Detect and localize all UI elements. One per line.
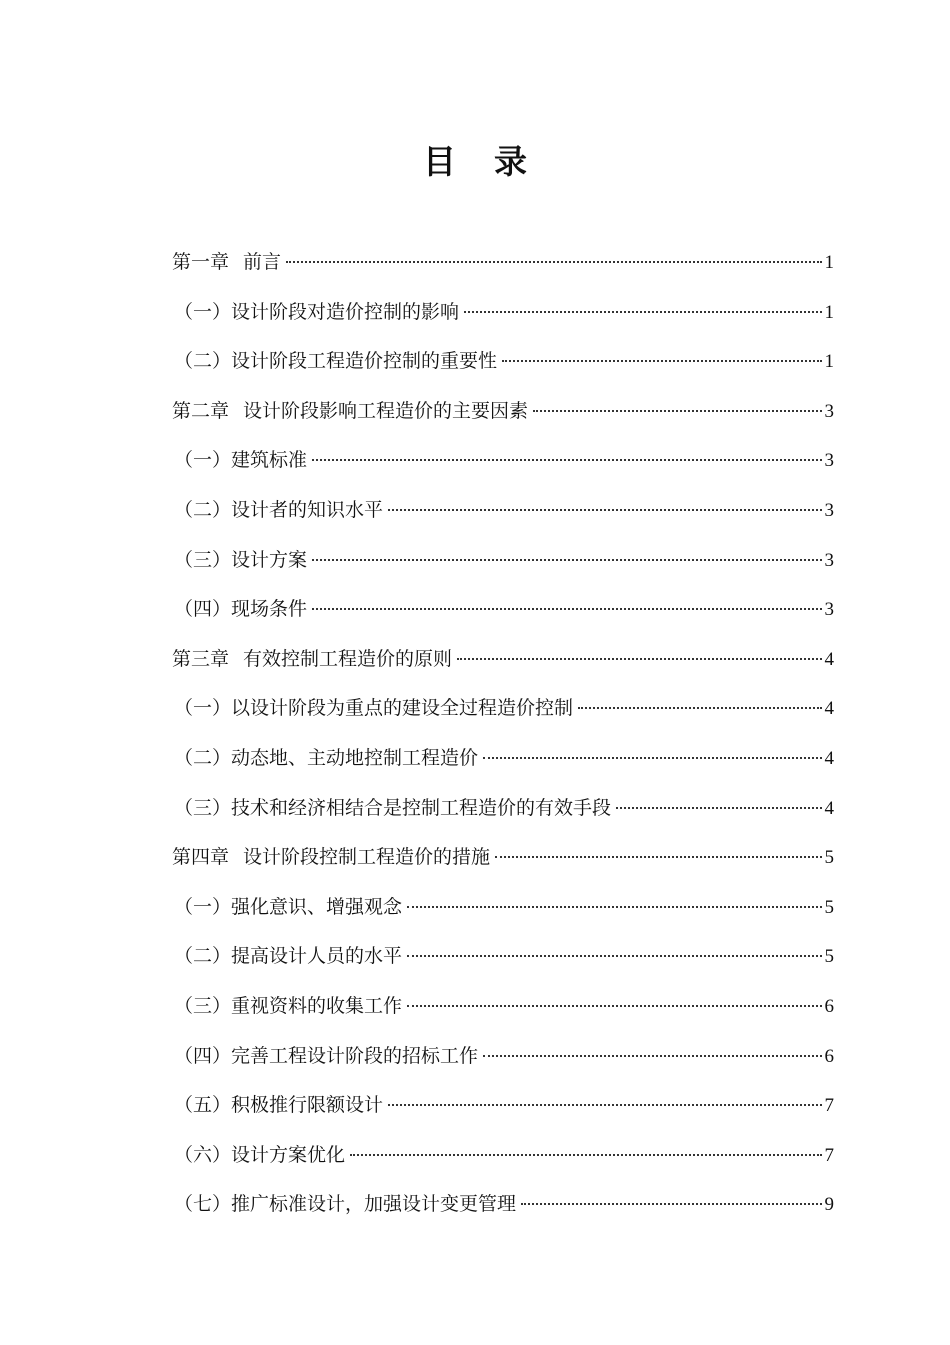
toc-title-char-2: 录 [494,142,527,181]
toc-entry-label: （一） [174,895,232,918]
toc-entry-section[interactable] [172,1180,834,1230]
toc-entry-text [174,337,497,387]
toc-entry-text [174,1032,478,1082]
toc-title [0,138,950,186]
toc-entry-text [174,1180,516,1230]
toc-entry-text [174,932,402,982]
toc-page-number: 6 [824,995,834,1017]
toc-entry-label: （一） [174,300,232,323]
toc-entry-label: 第二章 [172,399,230,422]
toc-dot-leader [495,856,821,858]
toc-entry-label: （二） [174,945,232,968]
table-of-contents [172,238,834,1230]
toc-entry-section[interactable] [172,684,834,734]
toc-entry-title: 设计阶段工程造价控制的重要性 [231,350,498,373]
toc-entry-section[interactable] [172,486,834,536]
toc-title-char-1: 目 [423,142,456,181]
toc-page-number: 5 [824,896,834,918]
toc-entry-label: （一） [174,449,232,472]
toc-entry-text [174,982,402,1032]
toc-entry-chapter[interactable] [172,387,834,437]
toc-page-number: 4 [824,698,834,720]
toc-entry-text [174,1131,345,1181]
toc-entry-section[interactable] [172,883,834,933]
toc-entry-section[interactable] [172,932,834,982]
toc-entry-section[interactable] [172,1131,834,1181]
toc-entry-text [174,585,307,635]
toc-entry-text [174,784,611,834]
toc-entry-title: 以设计阶段为重点的建设全过程造价控制 [231,697,574,720]
toc-entry-section[interactable] [172,1032,834,1082]
toc-entry-chapter[interactable] [172,635,834,685]
toc-dot-leader [483,757,821,759]
toc-dot-leader [502,360,821,362]
toc-entry-label: （四） [174,598,232,621]
toc-entry-text [174,684,573,734]
toc-entry-title: 积极推行限额设计 [231,1094,384,1117]
toc-entry-chapter[interactable] [172,238,834,288]
toc-page-number: 5 [824,847,834,869]
toc-page-number: 1 [824,252,834,273]
toc-entry-label: （六） [174,1143,232,1166]
toc-entry-label: （七） [174,1193,232,1216]
toc-entry-section[interactable] [172,1081,834,1131]
toc-page-number: 1 [824,351,834,373]
toc-dot-leader [483,1055,821,1057]
toc-entry-text [174,486,383,536]
toc-page-number: 3 [824,549,834,571]
toc-entry-title: 动态地、主动地控制工程造价 [231,746,479,769]
toc-page-number: 4 [824,648,834,670]
toc-entry-section[interactable] [172,784,834,834]
toc-entry-label: （四） [174,1044,232,1067]
toc-entry-label: （五） [174,1094,232,1117]
toc-entry-text [174,1081,383,1131]
toc-page-number: 9 [824,1194,834,1216]
toc-entry-chapter[interactable] [172,833,834,883]
toc-dot-leader [533,410,821,412]
toc-entry-text [174,734,478,784]
toc-dot-leader [388,1104,821,1106]
toc-entry-section[interactable] [172,288,834,338]
toc-entry-text [174,536,307,586]
toc-entry-text [172,635,452,685]
toc-entry-label: （三） [174,548,232,571]
toc-dot-leader [407,955,821,957]
toc-entry-label: 第三章 [172,647,230,670]
toc-entry-section[interactable] [172,337,834,387]
toc-entry-title: 重视资料的收集工作 [231,994,403,1017]
toc-dot-leader [464,311,821,313]
toc-dot-leader [407,906,821,908]
toc-entry-section[interactable] [172,436,834,486]
toc-page-number: 1 [824,301,834,323]
toc-entry-title: 设计者的知识水平 [231,498,384,521]
toc-entry-section[interactable] [172,982,834,1032]
toc-entry-label: （二） [174,350,232,373]
toc-entry-title: 设计方案优化 [231,1143,346,1166]
toc-dot-leader [350,1154,821,1156]
toc-page-number: 3 [824,499,834,521]
toc-entry-label: 第一章 [172,251,230,273]
toc-page-number: 7 [824,1144,834,1166]
toc-dot-leader [578,707,821,709]
toc-entry-title: 设计阶段控制工程造价的措施 [243,846,491,869]
toc-entry-title: 有效控制工程造价的原则 [243,647,453,670]
toc-entry-text [174,436,307,486]
toc-dot-leader [286,261,821,263]
toc-dot-leader [457,658,821,660]
toc-entry-section[interactable] [172,585,834,635]
toc-dot-leader [521,1203,821,1205]
toc-entry-section[interactable] [172,536,834,586]
toc-entry-title: 现场条件 [231,598,308,621]
toc-page-number: 7 [824,1095,834,1117]
toc-entry-text [172,833,490,883]
toc-entry-text [172,387,528,437]
toc-entry-title: 设计阶段影响工程造价的主要因素 [243,399,529,422]
toc-dot-leader [616,807,821,809]
toc-entry-title: 推广标准设计，加强设计变更管理 [231,1193,517,1216]
toc-dot-leader [312,608,821,610]
toc-page-number: 3 [824,450,834,472]
toc-entry-title: 设计阶段对造价控制的影响 [231,300,460,323]
toc-entry-label: （一） [174,697,232,720]
toc-dot-leader [312,459,821,461]
toc-page-number: 6 [824,1045,834,1067]
toc-entry-title: 提高设计人员的水平 [231,945,403,968]
toc-entry-title: 完善工程设计阶段的招标工作 [231,1044,479,1067]
toc-entry-title: 强化意识、增强观念 [231,895,403,918]
toc-page-number: 3 [824,400,834,422]
toc-entry-title: 建筑标准 [231,449,308,472]
toc-dot-leader [388,509,821,511]
toc-page-number: 4 [824,747,834,769]
toc-entry-label: （二） [174,746,232,769]
toc-entry-label: （三） [174,796,232,819]
toc-entry-label: （二） [174,498,232,521]
toc-page-number: 5 [824,946,834,968]
toc-entry-label: 第四章 [172,846,230,869]
toc-entry-title: 技术和经济相结合是控制工程造价的有效手段 [231,796,612,819]
toc-entry-title: 前言 [243,251,282,273]
toc-entry-label: （三） [174,994,232,1017]
toc-entry-text [174,883,402,933]
toc-page-number: 4 [824,797,834,819]
toc-entry-title: 设计方案 [231,548,308,571]
toc-dot-leader [312,559,821,561]
toc-page-number: 3 [824,599,834,621]
toc-dot-leader [407,1005,821,1007]
toc-entry-text [172,238,281,288]
toc-entry-text [174,288,459,338]
toc-entry-section[interactable] [172,734,834,784]
